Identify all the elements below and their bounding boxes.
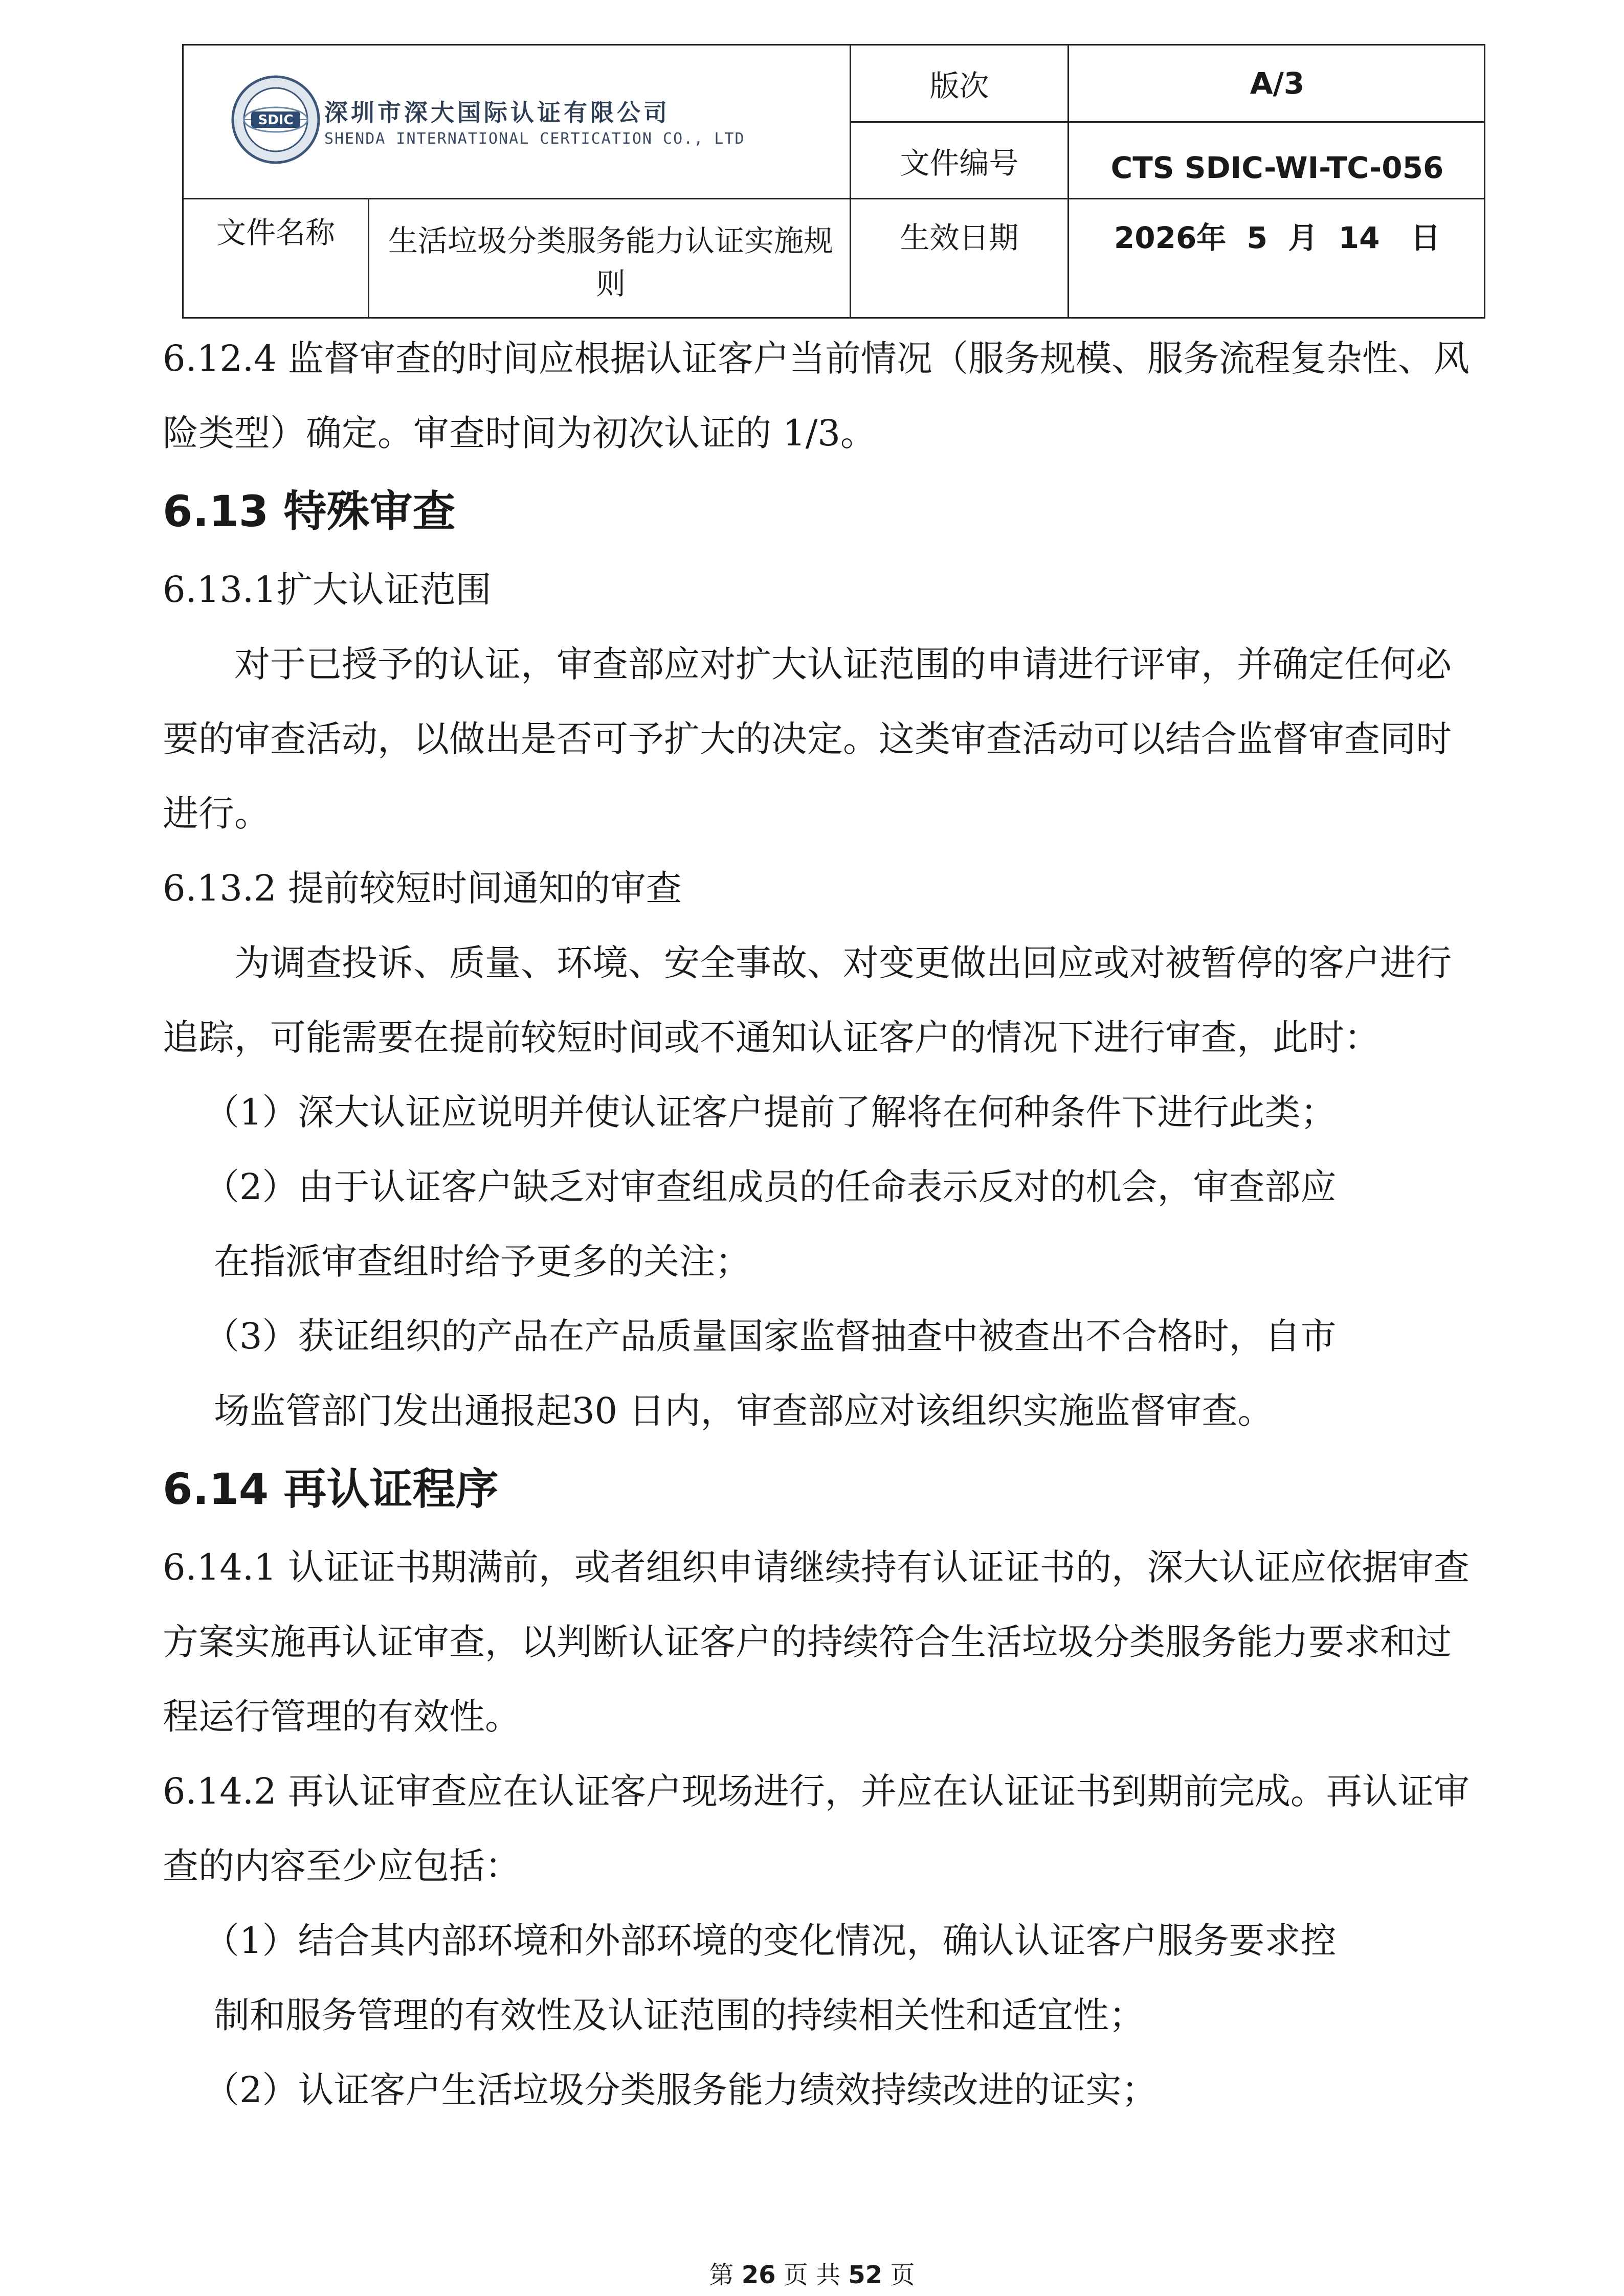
effective-date-value: 2026年 5 月 14 日 [1114, 220, 1441, 255]
doc-name-label: 文件名称 [216, 215, 335, 250]
page-footer [0, 2255, 1624, 2290]
doc-number-label: 文件编号 [900, 145, 1019, 181]
doc-name-value: 生活垃圾分类服务能力认证实施规则 [388, 223, 833, 301]
list-item-continuation: 场监管部门发出通报起30 日内，审查部应对该组织实施监督审查。 [214, 1390, 1274, 1432]
footer-prefix: 第 [709, 2261, 734, 2289]
section-heading-6-14: 6.14 再认证程序 [163, 1464, 499, 1514]
subsection-title-6-13-2: 6.13.2 提前较短时间通知的审查 [163, 867, 682, 909]
edition-label: 版次 [929, 69, 989, 103]
list-item: （2）认证客户生活垃圾分类服务能力绩效持续改进的证实； [204, 2069, 1158, 2111]
section-heading-6-13: 6.13 特殊审查 [163, 486, 456, 536]
effective-date-label: 生效日期 [900, 220, 1019, 255]
current-page-number: 26 [741, 2261, 776, 2289]
list-item-continuation: 制和服务管理的有效性及认证范围的持续相关性和适宜性； [214, 1994, 1145, 2036]
list-item: （2）由于认证客户缺乏对审查组成员的任命表示反对的机会，审查部应 [204, 1166, 1337, 1208]
doc-number-value: CTS SDIC-WI-TC-056 [1110, 150, 1444, 185]
paragraph-6-13-1: 对于已授予的认证，审查部应对扩大认证范围的申请进行评审，并确定任何必要的审查活动，以做出是否可予扩大的决定。这类审查活动可以结合监督审查同时进行。 [163, 643, 1452, 835]
document-body [163, 321, 1472, 2127]
footer-suffix: 页 [890, 2261, 915, 2289]
company-logo-icon [230, 74, 322, 166]
company-name-en: SHENDA INTERNATIONAL CERTICATION CO., LTD [324, 130, 745, 148]
paragraph-6-14-2: 6.14.2 再认证审查应在认证客户现场进行，并应在认证证书到期前完成。再认证审查的内容至少应包括： [163, 1770, 1470, 1887]
svg-text:SDIC: SDIC [258, 112, 294, 128]
edition-value: A/3 [1250, 66, 1305, 101]
list-item-continuation: 在指派审查组时给予更多的关注； [214, 1241, 751, 1282]
paragraph-6-13-2: 为调查投诉、质量、环境、安全事故、对变更做出回应或对被暂停的客户进行追踪，可能需要在提前较短时间或不通知认证客户的情况下进行审查，此时： [163, 942, 1452, 1059]
document-header-table [182, 44, 1485, 319]
total-page-count: 52 [848, 2261, 883, 2289]
paragraph-6-12-4: 6.12.4 监督审查的时间应根据认证客户当前情况（服务规模、服务流程复杂性、风险类型）确定。审查时间为初次认证的 1/3。 [163, 337, 1470, 454]
list-item: （1）深大认证应说明并使认证客户提前了解将在何种条件下进行此类； [204, 1091, 1337, 1133]
list-item: （1）结合其内部环境和外部环境的变化情况，确认认证客户服务要求控 [204, 1920, 1337, 1962]
company-name-cn: 深圳市深大国际认证有限公司 [324, 99, 670, 126]
divider [368, 198, 369, 317]
paragraph-6-14-1: 6.14.1 认证证书期满前，或者组织申请继续持有认证证书的，深大认证应依据审查方案实施再认证审查，以判断认证客户的持续符合生活垃圾分类服务能力要求和过程运行管理的有效性。 [163, 1546, 1470, 1738]
list-item: （3）获证组织的产品在产品质量国家监督抽查中被查出不合格时，自市 [204, 1315, 1337, 1357]
subsection-title-6-13-1: 6.13.1扩大认证范围 [163, 569, 492, 611]
footer-middle: 页 共 [783, 2261, 841, 2289]
